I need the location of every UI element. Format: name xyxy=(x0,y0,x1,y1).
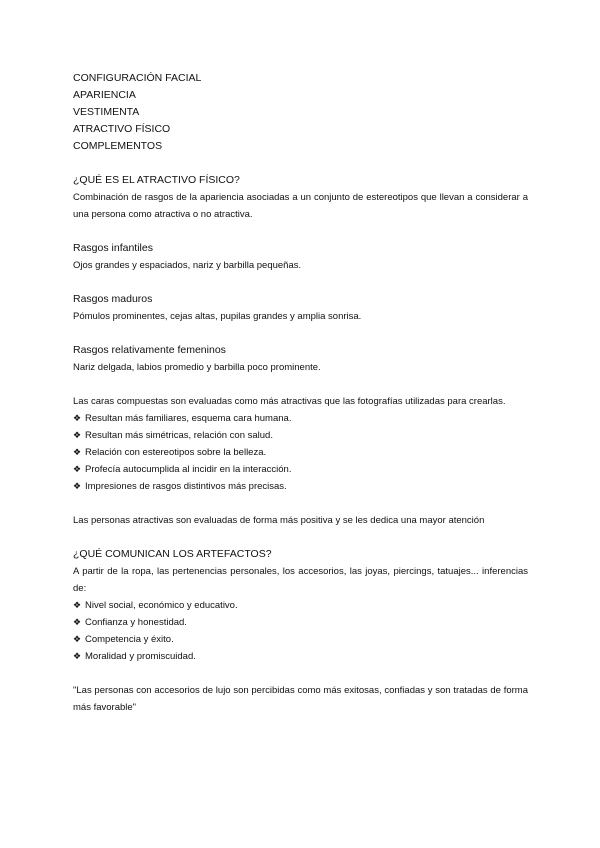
list-item: ❖ Competencia y éxito. xyxy=(73,631,528,648)
diamond-bullet-icon: ❖ xyxy=(73,447,82,457)
diamond-bullet-icon: ❖ xyxy=(73,464,82,474)
rasgos-description: Nariz delgada, labios promedio y barbilla poco prominente. xyxy=(73,362,321,373)
topic-list xyxy=(73,70,528,155)
list-item: ❖ Impresiones de rasgos distintivos más precisas. xyxy=(73,478,528,495)
diamond-bullet-icon: ❖ xyxy=(73,430,82,440)
section-heading-artefactos: ¿QUÉ COMUNICAN LOS ARTEFACTOS? xyxy=(73,548,272,560)
rasgos-description: Pómulos prominentes, cejas altas, pupilas grandes y amplia sonrisa. xyxy=(73,311,362,322)
topic-item: VESTIMENTA xyxy=(73,106,140,118)
diamond-bullet-icon: ❖ xyxy=(73,617,82,627)
list-item: ❖ Resultan más simétricas, relación con salud. xyxy=(73,427,528,444)
diamond-bullet-icon: ❖ xyxy=(73,600,82,610)
list-item: ❖ Moralidad y promiscuidad. xyxy=(73,648,528,665)
topic-item: COMPLEMENTOS xyxy=(73,140,163,152)
diamond-bullet-icon: ❖ xyxy=(73,634,82,644)
topic-item: APARIENCIA xyxy=(73,89,136,101)
rasgos-title: Rasgos infantiles xyxy=(73,242,153,254)
list-item: ❖ Resultan más familiares, esquema cara humana. xyxy=(73,410,528,427)
quote-paragraph: "Las personas con accesorios de lujo son percibidas como más exitosas, confiadas y son tratadas de forma más favorable" xyxy=(73,685,528,713)
artefactos-bullet-list xyxy=(73,597,528,665)
topic-item: ATRACTIVO FÍSICO xyxy=(73,123,171,135)
caras-intro-paragraph: Las caras compuestas son evaluadas como más atractivas que las fotografías utilizadas para crearlas. xyxy=(73,396,506,407)
section-heading-atractivo: ¿QUÉ ES EL ATRACTIVO FÍSICO? xyxy=(73,174,240,186)
caras-bullet-list xyxy=(73,410,528,495)
diamond-bullet-icon: ❖ xyxy=(73,481,82,491)
rasgos-description: Ojos grandes y espaciados, nariz y barbilla pequeñas. xyxy=(73,260,302,271)
rasgos-title: Rasgos relativamente femeninos xyxy=(73,344,226,356)
diamond-bullet-icon: ❖ xyxy=(73,413,82,423)
definition-paragraph: Combinación de rasgos de la apariencia asociadas a un conjunto de estereotipos que llevan a considerar a una persona como atractiva o no atractiva. xyxy=(73,192,528,220)
document-page xyxy=(73,70,528,716)
artefactos-intro-paragraph: A partir de la ropa, las pertenencias personales, los accesorios, las joyas, piercings, tatuajes... inferencias de: xyxy=(73,566,528,594)
list-item: ❖ Profecía autocumplida al incidir en la interacción. xyxy=(73,461,528,478)
list-item: ❖ Relación con estereotipos sobre la belleza. xyxy=(73,444,528,461)
diamond-bullet-icon: ❖ xyxy=(73,651,82,661)
caras-conclusion: Las personas atractivas son evaluadas de forma más positiva y se les dedica una mayor atención xyxy=(73,515,485,526)
topic-item: CONFIGURACIÓN FACIAL xyxy=(73,72,202,84)
list-item: ❖ Nivel social, económico y educativo. xyxy=(73,597,528,614)
list-item: ❖ Confianza y honestidad. xyxy=(73,614,528,631)
rasgos-title: Rasgos maduros xyxy=(73,293,153,305)
